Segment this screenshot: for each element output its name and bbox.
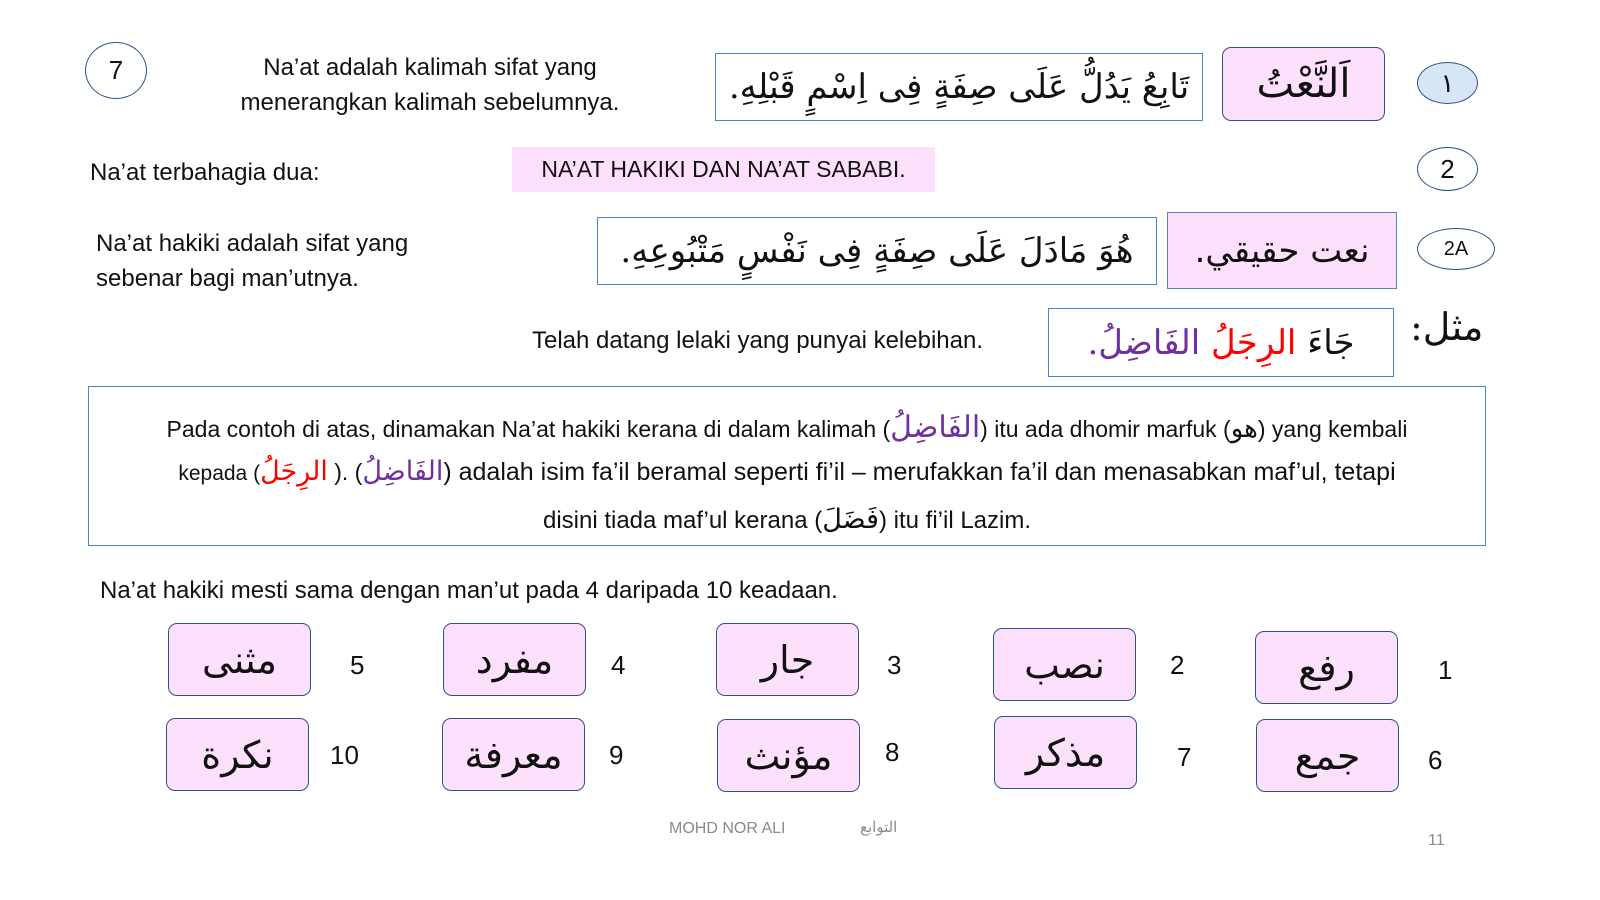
example-label: مثل:	[1410, 305, 1484, 349]
state-number: 9	[609, 740, 624, 770]
explanation-line1	[89, 409, 1485, 448]
state-number: 8	[885, 737, 900, 767]
definition-arabic-box: تَابِعُ يَدُلُّ عَلَى صِفَةٍ فِى اِسْمٍ قَبْلِهِ.	[715, 53, 1203, 121]
text: ) yang kembali	[1257, 416, 1408, 442]
marker-2: 2	[1417, 147, 1478, 191]
hakiki-line2: sebenar bagi man’utnya.	[96, 265, 359, 292]
term-naat-box: اَلنَّعْتُ	[1222, 47, 1385, 121]
page-number: 11	[1428, 832, 1445, 849]
state-box: جار	[716, 623, 859, 696]
state-number: 1	[1438, 655, 1453, 685]
text: kepada (	[178, 462, 261, 485]
text: disini tiada maf’ul kerana (	[542, 507, 823, 534]
state-box: مذكر	[994, 716, 1137, 789]
state-number: 5	[350, 650, 365, 680]
hakiki-line1: Na’at hakiki adalah sifat yang	[96, 230, 409, 257]
example-word-rajul: الرِجَلُ	[1211, 322, 1297, 363]
footer-author: MOHD NOR ALI	[669, 820, 786, 837]
state-number: 2	[1170, 650, 1185, 680]
slide-number-badge: 7	[85, 42, 147, 99]
term-hakiki-box: نعت حقيقي.	[1167, 212, 1397, 289]
state-box: نكرة	[166, 718, 309, 791]
state-box: مثنى	[168, 623, 311, 696]
example-translation: Telah datang lelaki yang punyai kelebihan.	[532, 327, 983, 354]
definition-text	[200, 50, 660, 120]
arabic-fadil: الفَاضِلُ	[890, 410, 981, 445]
explanation-line3	[89, 498, 1485, 543]
arabic-huwa: هو	[1230, 414, 1258, 444]
example-arabic-box	[1048, 308, 1394, 377]
state-number: 10	[330, 740, 359, 770]
hakiki-text	[96, 226, 408, 296]
definition-line2: menerangkan kalimah sebelumnya.	[240, 89, 620, 116]
text: ) itu ada dhomir marfuk (	[980, 416, 1231, 442]
example-word-fadil: الفَاضِلُ.	[1087, 322, 1201, 363]
footer-topic: التوابع	[860, 818, 898, 836]
arabic-fadala: فَضَلَ	[822, 504, 879, 535]
state-box: رفع	[1255, 631, 1398, 704]
state-number: 7	[1177, 742, 1192, 772]
state-box: جمع	[1256, 719, 1399, 792]
state-number: 3	[887, 650, 902, 680]
division-label: Na’at terbahagia dua:	[90, 159, 320, 186]
marker-1: ١	[1417, 62, 1478, 104]
state-box: مؤنث	[717, 719, 860, 792]
hakiki-arabic-box: هُوَ مَادَلَ عَلَى صِفَةٍ فِى نَفْسٍ مَتْبُوعِهِ.	[597, 217, 1157, 285]
text: Pada contoh di atas, dinamakan Na’at hakiki kerana di dalam kalimah (	[166, 416, 891, 442]
state-number: 6	[1428, 745, 1443, 775]
text: ) adalah isim fa’il beramal seperti fi’il – merufakkan fa’il dan menasabkan maf’ul, tetapi	[443, 458, 1396, 486]
state-box: معرفة	[442, 718, 585, 791]
arabic-rajul: الرِجَلُ	[260, 456, 328, 487]
text: ) itu fi’il Lazim.	[878, 507, 1032, 534]
states-intro: Na’at hakiki mesti sama dengan man’ut pada 4 daripada 10 keadaan.	[100, 577, 838, 604]
explanation-line2	[89, 448, 1485, 498]
state-number: 4	[611, 650, 626, 680]
state-box: نصب	[993, 628, 1136, 701]
explanation-box	[88, 386, 1486, 546]
marker-2a: 2A	[1417, 228, 1495, 270]
definition-line1: Na’at adalah kalimah sifat yang	[263, 54, 597, 81]
state-box: مفرد	[443, 623, 586, 696]
text: ). (	[327, 459, 363, 485]
arabic-fadil: الفَاضِلُ	[362, 456, 444, 487]
example-word-jaa: جَاءَ	[1307, 322, 1355, 363]
division-value: NA’AT HAKIKI DAN NA’AT SABABI.	[512, 147, 935, 192]
